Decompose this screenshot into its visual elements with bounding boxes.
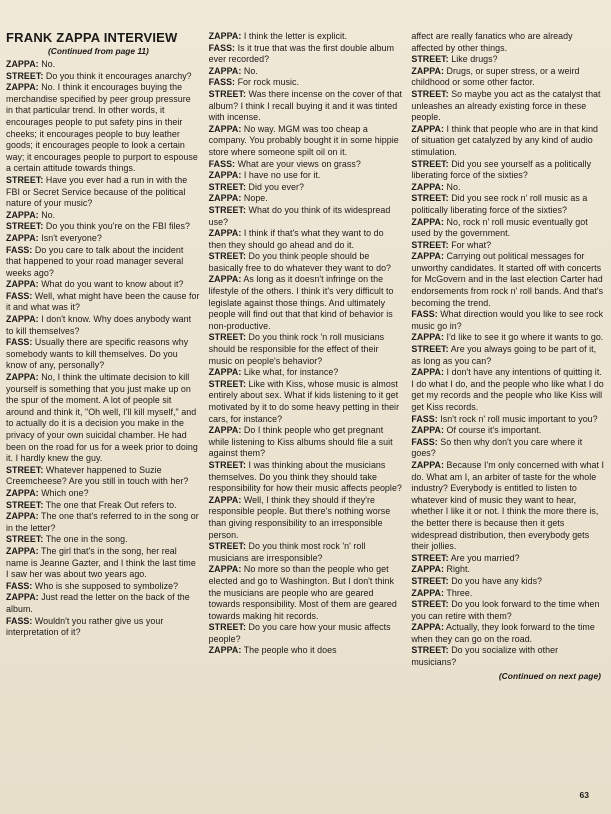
- speaker-label: ZAPPA:: [6, 314, 39, 325]
- dialogue-text: Like with Kiss, whose music is almost entirely about sex. What if kids listening to it get motivated by it to do some heavy petting in their cars, for instance?: [208, 378, 400, 424]
- dialogue-text: So maybe you act as the catalyst that unleashes an already existing force in these people.: [411, 88, 601, 123]
- interview-paragraph: [411, 645, 605, 668]
- interview-paragraph: [6, 210, 200, 222]
- interview-paragraph: [209, 124, 403, 159]
- dialogue-text: Nope.: [241, 193, 268, 204]
- interview-paragraph: [209, 379, 403, 425]
- dialogue-text: Do you think it encourages anarchy?: [43, 70, 192, 81]
- speaker-label: ZAPPA:: [208, 274, 242, 285]
- speaker-label: ZAPPA:: [411, 587, 445, 598]
- speaker-label: ZAPPA:: [411, 181, 445, 192]
- dialogue-text: affect are really fanatics who are already affected by other things.: [411, 31, 573, 53]
- speaker-label: FASS:: [208, 42, 236, 53]
- speaker-label: ZAPPA:: [6, 372, 39, 383]
- speaker-label: ZAPPA:: [411, 332, 445, 343]
- speaker-label: STREET:: [411, 88, 449, 99]
- speaker-label: FASS:: [6, 615, 33, 626]
- dialogue-text: Do you socialize with other musicians?: [411, 645, 559, 668]
- interview-paragraph: [6, 581, 200, 593]
- article-title: FRANK ZAPPA INTERVIEW: [6, 30, 178, 45]
- dialogue-text: Isn't everyone?: [38, 232, 102, 243]
- interview-paragraph: [6, 337, 200, 372]
- speaker-label: ZAPPA:: [6, 232, 39, 243]
- dialogue-text: No.: [444, 181, 461, 192]
- interview-paragraph: [6, 488, 200, 500]
- dialogue-text: Do you have any kids?: [448, 575, 543, 586]
- dialogue-text: Right.: [444, 564, 471, 575]
- dialogue-text: Did you see rock n' roll music as a politically liberating force of the sixties?: [411, 193, 588, 215]
- dialogue-text: The one that Freak Out refers to.: [43, 499, 177, 510]
- interview-paragraph: [209, 564, 403, 622]
- dialogue-text: Three.: [444, 587, 473, 598]
- interview-paragraph: [411, 193, 605, 216]
- dialogue-text: The one that's referred to in the song or in the letter?: [6, 511, 199, 533]
- speaker-label: ZAPPA:: [411, 459, 445, 470]
- speaker-label: STREET:: [411, 575, 449, 586]
- speaker-label: STREET:: [411, 552, 449, 563]
- interview-paragraph: [411, 66, 605, 89]
- dialogue-text: Do I think people who get pregnant while listening to Kiss albums should file a suit against them?: [208, 425, 393, 459]
- dialogue-text: I was thinking about the musicians themselves. Do you think they should take responsibility for how their music affects people?: [208, 459, 402, 494]
- dialogue-text: Do you look forward to the time when you can retire with them?: [411, 599, 600, 621]
- interview-paragraph: [411, 460, 605, 553]
- speaker-label: ZAPPA:: [208, 65, 242, 76]
- dialogue-text: I think the letter is explicit.: [241, 31, 348, 41]
- interview-paragraph: [209, 645, 403, 657]
- speaker-label: ZAPPA:: [208, 367, 242, 378]
- speaker-label: STREET:: [411, 645, 449, 656]
- dialogue-text: What do you think of its widespread use?: [208, 204, 391, 227]
- dialogue-text: No way. MGM was too cheap a company. You probably bought it in some hippie store where someone spilt oil on it.: [208, 123, 399, 157]
- interview-paragraph: [6, 546, 200, 581]
- speaker-label: FASS:: [6, 580, 33, 591]
- page-number: 63: [579, 790, 589, 800]
- dialogue-text: Carrying out political messages for unworthy candidates. It started off with concerts for McGovern and in the last election Carter had endorsements from rock n' roll bands. And that's becoming the trend.: [411, 251, 604, 308]
- interview-paragraph: [209, 159, 403, 171]
- speaker-label: ZAPPA:: [411, 251, 445, 262]
- dialogue-text: Do you care how your music affects people?: [208, 622, 391, 644]
- dialogue-text: As long as it doesn't infringe on the lifestyle of the others. I think it's very difficult to legislate against those things. And ultimately people will find out that that kind of behavior is non-productive.: [208, 274, 394, 331]
- interview-paragraph: [6, 500, 200, 512]
- interview-paragraph: [6, 71, 200, 83]
- speaker-label: ZAPPA:: [208, 123, 242, 134]
- dialogue-text: Are you always going to be part of it, as long as you can?: [411, 344, 597, 366]
- dialogue-text: Do you think you're on the FBI files?: [43, 221, 190, 232]
- speaker-label: STREET:: [208, 622, 247, 633]
- dialogue-text: Do you care to talk about the incident that happened to your road manager several weeks ago?: [6, 244, 184, 278]
- interview-paragraph: [411, 414, 605, 426]
- interview-paragraph: [209, 228, 403, 251]
- speaker-label: STREET:: [411, 599, 449, 610]
- dialogue-text: No.: [38, 209, 56, 220]
- dialogue-text: So then why don't you care where it goes?: [411, 436, 583, 459]
- speaker-label: ZAPPA:: [411, 65, 445, 76]
- dialogue-text: Wouldn't you rather give us your interpretation of it?: [6, 615, 164, 638]
- interview-paragraph: [6, 616, 200, 639]
- dialogue-text: Like what, for instance?: [241, 367, 339, 378]
- interview-paragraph: [411, 332, 605, 344]
- speaker-label: FASS:: [6, 244, 33, 255]
- interview-paragraph: [6, 465, 200, 488]
- dialogue-text: No. I think it encourages buying the merchandise specified by peer group pressure in that particular trend. In other words, it encourages people to put safety pins in their cheeks; it encourages people to buy leather goods; it encourages people to look a certain way; it encourages people to purport to espouse a certain attitude towards things.: [6, 82, 198, 174]
- interview-paragraph: [411, 599, 605, 622]
- interview-paragraph: [6, 233, 200, 245]
- interview-paragraph: [209, 274, 403, 332]
- speaker-label: STREET:: [208, 378, 247, 389]
- interview-paragraph: [6, 175, 200, 210]
- dialogue-text: Who is she supposed to symbolize?: [32, 580, 179, 591]
- column-2: [209, 31, 403, 682]
- interview-paragraph: [6, 279, 200, 291]
- speaker-label: ZAPPA:: [6, 592, 39, 603]
- speaker-label: STREET:: [208, 204, 247, 215]
- dialogue-text: Just read the letter on the back of the album.: [6, 592, 190, 614]
- dialogue-text: For what?: [448, 239, 492, 250]
- interview-paragraph: [411, 437, 605, 460]
- speaker-label: ZAPPA:: [6, 59, 39, 69]
- dialogue-text: No more so than the people who get elected and go to Washington. But I don't think the musicians are people who are geared towards responsibility. Most of them are geared towards making hit records.: [208, 564, 397, 621]
- continued-from-note: (Continued from page 11): [48, 46, 149, 56]
- dialogue-text: No.: [241, 65, 258, 76]
- interview-paragraph: [209, 89, 403, 124]
- interview-paragraph: [411, 182, 605, 194]
- speaker-label: STREET:: [411, 344, 449, 355]
- dialogue-text: I think that people who are in that kind of situation get catalyzed by any kind of audio stimulation.: [411, 123, 599, 157]
- interview-paragraph: [209, 495, 403, 541]
- interview-paragraph: [411, 217, 605, 240]
- speaker-label: ZAPPA:: [208, 193, 242, 204]
- column-3: [411, 31, 605, 682]
- speaker-label: ZAPPA:: [411, 123, 445, 134]
- dialogue-text: No.: [38, 59, 56, 69]
- dialogue-text: I'd like to see it go where it wants to go.: [444, 332, 604, 343]
- dialogue-text: I think if that's what they want to do then they should go ahead and do it.: [208, 228, 384, 250]
- interview-paragraph: [209, 170, 403, 182]
- interview-paragraph: [209, 541, 403, 564]
- interview-paragraph: [411, 159, 605, 182]
- speaker-label: FASS:: [411, 436, 438, 447]
- dialogue-text: Do you think rock 'n roll musicians should be responsible for the effect of their music on people's behavior?: [208, 332, 385, 366]
- speaker-label: ZAPPA:: [6, 545, 39, 556]
- speaker-label: STREET:: [411, 158, 449, 169]
- dialogue-text: No, I think the ultimate decision to kill yourself is something that you just make up on the spur of the moment. A lot of people sit around and think it, "Oh well, I'll kill myself," and to actually do it is a decision you make in the privacy of your own suicidal chamber. He had been on the road for us for a week prior to doing it. I hardly knew the guy.: [6, 372, 198, 464]
- interview-paragraph: [411, 344, 605, 367]
- dialogue-text: Well, I think they should if they're responsible people. But there's nothing worse than giving responsibility to an irresponsible person.: [208, 494, 391, 540]
- interview-paragraph: [6, 314, 200, 337]
- dialogue-text: The people who it does: [241, 645, 337, 656]
- interview-paragraph: [209, 77, 403, 89]
- interview-paragraph: [209, 622, 403, 645]
- speaker-label: FASS:: [208, 77, 236, 88]
- dialogue-text: What do you want to know about it?: [38, 279, 184, 290]
- interview-paragraph: [209, 251, 403, 274]
- dialogue-text: Are you married?: [448, 552, 520, 563]
- interview-paragraph: [6, 592, 200, 615]
- dialogue-text: The girl that's in the song, her real name is Jeanne Gazter, and I think the last time I saw her was about two years ago.: [6, 545, 196, 580]
- dialogue-text: Actually, they look forward to the time when they can go on the road.: [411, 622, 595, 644]
- dialogue-text: Did you ever?: [246, 181, 304, 192]
- dialogue-text: Do you think most rock 'n' roll musicians are irresponsible?: [208, 541, 366, 563]
- speaker-label: ZAPPA:: [411, 425, 445, 436]
- speaker-label: STREET:: [6, 464, 44, 475]
- interview-paragraph: [411, 31, 605, 54]
- interview-paragraph: [209, 460, 403, 495]
- dialogue-text: I have no use for it.: [241, 170, 321, 181]
- interview-paragraph: [411, 124, 605, 159]
- speaker-label: ZAPPA:: [411, 564, 445, 575]
- speaker-label: STREET:: [208, 251, 247, 262]
- dialogue-text: What direction would you like to see rock music go in?: [411, 309, 604, 331]
- speaker-label: ZAPPA:: [6, 279, 39, 290]
- speaker-label: ZAPPA:: [208, 425, 242, 436]
- interview-paragraph: [411, 251, 605, 309]
- speaker-label: STREET:: [208, 181, 247, 192]
- speaker-label: STREET:: [411, 54, 449, 65]
- speaker-label: ZAPPA:: [411, 367, 445, 378]
- dialogue-text: What are your views on grass?: [235, 158, 361, 169]
- dialogue-text: Which one?: [38, 487, 89, 498]
- interview-paragraph: [6, 59, 200, 71]
- column-1: [6, 31, 200, 682]
- speaker-label: FASS:: [6, 337, 33, 348]
- interview-paragraph: [6, 511, 200, 534]
- speaker-label: ZAPPA:: [208, 645, 242, 656]
- dialogue-text: Well, what might have been the cause for it and what was it?: [6, 290, 200, 313]
- dialogue-text: Was there incense on the cover of that album? I think I recall buying it and it was tinted with incense.: [208, 88, 403, 123]
- speaker-label: ZAPPA:: [208, 228, 242, 239]
- speaker-label: ZAPPA:: [411, 216, 445, 227]
- interview-paragraph: [209, 193, 403, 205]
- speaker-label: FASS:: [208, 158, 236, 169]
- dialogue-text: For rock music.: [235, 77, 299, 88]
- dialogue-text: Whatever happened to Suzie Creemcheese? Are you still in touch with her?: [6, 464, 189, 487]
- dialogue-text: Drugs, or super stress, or a weird childhood or some other factor.: [411, 65, 580, 88]
- interview-paragraph: [6, 291, 200, 314]
- dialogue-text: I don't have any intentions of quitting it. I do what I do, and the people who like what I do get my records and the people who like Kiss will get Kiss records.: [411, 367, 604, 412]
- dialogue-text: Did you see yourself as a politically liberating force of the sixties?: [411, 158, 592, 181]
- article-body: [6, 31, 605, 682]
- speaker-label: FASS:: [411, 309, 438, 320]
- interview-paragraph: [209, 367, 403, 379]
- interview-paragraph: [411, 588, 605, 600]
- interview-paragraph: [209, 31, 403, 43]
- dialogue-text: The one in the song.: [43, 534, 128, 545]
- speaker-label: ZAPPA:: [6, 209, 39, 220]
- speaker-label: FASS:: [6, 290, 33, 301]
- speaker-label: STREET:: [411, 239, 449, 250]
- speaker-label: FASS:: [411, 413, 438, 424]
- dialogue-text: Is it true that was the first double album ever recorded?: [208, 42, 395, 65]
- interview-paragraph: [411, 553, 605, 565]
- dialogue-text: Because I'm only concerned with what I do. What am I, an arbiter of taste for the whole industry? Everybody is entitled to listen to whatever kind of music they want to hear, whether I like it or not. I think the more there is, the better there is because then it gets widespread distribution, then everybody gets their jollies.: [411, 459, 605, 552]
- speaker-label: ZAPPA:: [208, 170, 242, 181]
- speaker-label: STREET:: [6, 534, 44, 545]
- speaker-label: ZAPPA:: [6, 82, 39, 93]
- speaker-label: STREET:: [6, 221, 44, 232]
- dialogue-text: I don't know. Why does anybody want to kill themselves?: [6, 314, 192, 336]
- interview-paragraph: [411, 564, 605, 576]
- interview-paragraph: [209, 205, 403, 228]
- interview-paragraph: [6, 82, 200, 175]
- dialogue-text: Of course it's important.: [444, 425, 542, 436]
- speaker-label: STREET:: [208, 459, 247, 470]
- speaker-label: STREET:: [6, 499, 44, 510]
- interview-paragraph: [411, 54, 605, 66]
- speaker-label: STREET:: [208, 88, 247, 99]
- interview-paragraph: [411, 576, 605, 588]
- interview-paragraph: [209, 182, 403, 194]
- interview-paragraph: [209, 66, 403, 78]
- interview-paragraph: [209, 332, 403, 367]
- interview-paragraph: [411, 425, 605, 437]
- interview-paragraph: [6, 534, 200, 546]
- interview-paragraph: [6, 372, 200, 465]
- interview-paragraph: [209, 425, 403, 460]
- speaker-label: STREET:: [6, 174, 44, 185]
- interview-paragraph: [411, 240, 605, 252]
- speaker-label: ZAPPA:: [208, 31, 242, 41]
- dialogue-text: Like drugs?: [448, 54, 498, 65]
- interview-paragraph: [411, 89, 605, 124]
- continued-next-note: (Continued on next page): [498, 670, 602, 681]
- speaker-label: ZAPPA:: [411, 622, 445, 633]
- dialogue-text: Have you ever had a run in with the FBI or Secret Service because of the political nature of your music?: [6, 174, 188, 209]
- speaker-label: ZAPPA:: [208, 564, 242, 575]
- interview-paragraph: [6, 245, 200, 280]
- speaker-label: ZAPPA:: [6, 487, 39, 498]
- dialogue-text: Usually there are specific reasons why somebody wants to kill themselves. Do you know of any, personally?: [6, 337, 189, 371]
- dialogue-text: Isn't rock n' roll music important to you?: [437, 413, 598, 424]
- interview-paragraph: [411, 309, 605, 332]
- speaker-label: STREET:: [6, 70, 44, 81]
- speaker-label: STREET:: [208, 541, 247, 552]
- speaker-label: STREET:: [411, 193, 449, 204]
- interview-paragraph: [6, 221, 200, 233]
- speaker-label: ZAPPA:: [6, 511, 39, 522]
- interview-paragraph: [411, 622, 605, 645]
- dialogue-text: No, rock n' roll music eventually got used by the government.: [411, 216, 588, 239]
- interview-paragraph: [209, 43, 403, 66]
- interview-paragraph: [411, 367, 605, 413]
- speaker-label: STREET:: [208, 332, 247, 343]
- dialogue-text: Do you think people should be basically free to do whatever they want to do?: [208, 251, 392, 273]
- speaker-label: ZAPPA:: [208, 494, 242, 505]
